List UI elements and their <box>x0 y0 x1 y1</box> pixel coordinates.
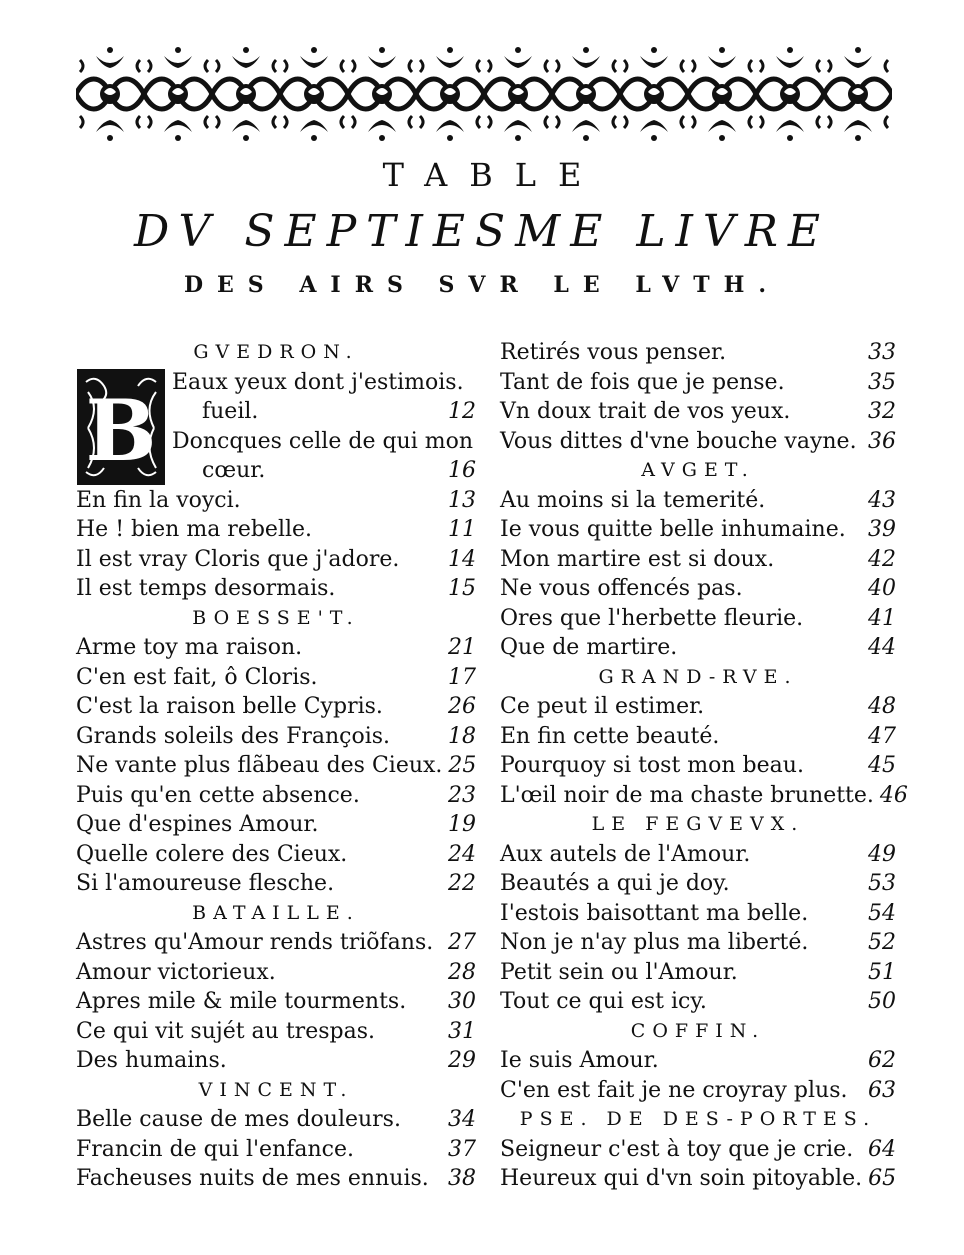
list-item <box>500 840 896 870</box>
page-number: 48 <box>868 694 896 719</box>
entry-title: En fin cette beauté. <box>500 723 720 749</box>
list-item <box>500 633 896 663</box>
page-number: 23 <box>448 782 476 808</box>
page-number: 49 <box>868 841 896 867</box>
page-number: 51 <box>868 959 896 985</box>
entry-title: Que d'espines Amour. <box>76 812 319 837</box>
entry-title: Doncques celle de qui mon <box>172 428 474 454</box>
entry-title: Aux autels de l'Amour. <box>500 841 751 867</box>
list-item <box>500 869 896 899</box>
entry-title: Tout ce qui est icy. <box>500 989 707 1014</box>
entry-title: Ne vante plus flãbeau des Cieux. <box>76 753 443 778</box>
page-number: 16 <box>448 458 476 483</box>
list-item <box>500 368 896 398</box>
page-number: 36 <box>868 428 896 454</box>
entry-title: Vous dittes d'vne bouche vayne. <box>500 428 857 454</box>
entry-title: Facheuses nuits de mes ennuis. <box>76 1166 429 1191</box>
entry-title: Ce qui vit sujét au trespas. <box>76 1018 375 1044</box>
entry-title: fueil. <box>202 399 259 424</box>
list-item <box>76 987 476 1017</box>
drop-cap-initial <box>76 368 166 486</box>
list-item <box>500 1135 896 1165</box>
list-item <box>76 545 476 575</box>
page-number: 11 <box>448 517 476 542</box>
entry-title: C'est la raison belle Cypris. <box>76 694 383 719</box>
entry-list-vincent-continued <box>500 338 896 456</box>
composer-heading-auget: AVGET. <box>641 459 755 481</box>
entry-title: Puis qu'en cette absence. <box>76 782 360 808</box>
entry-list-fegueux <box>500 840 896 1017</box>
left-column <box>76 338 476 1194</box>
page-number: 35 <box>868 369 896 395</box>
page-number: 52 <box>868 930 896 955</box>
page-number: 37 <box>448 1136 476 1162</box>
entry-title: Au moins si la temerité. <box>500 487 766 513</box>
page-number: 39 <box>868 517 896 542</box>
entry-title: Arme toy ma raison. <box>76 635 303 660</box>
entry-title: Ce peut il estimer. <box>500 694 705 719</box>
ornament-band-icon <box>76 46 892 142</box>
entry-title: Pourquoy si tost mon beau. <box>500 753 804 778</box>
svg-text:B: B <box>85 381 157 480</box>
page-number: 42 <box>868 546 896 572</box>
page-number: 21 <box>448 635 476 660</box>
entry-title: Vn doux trait de vos yeux. <box>500 399 791 424</box>
list-item <box>500 486 896 516</box>
entry-title: Beautés a qui je doy. <box>500 871 730 896</box>
list-item <box>500 899 896 929</box>
page-number: 19 <box>448 812 476 837</box>
list-item <box>76 633 476 663</box>
entry-title: Astres qu'Amour rends triõfans. <box>76 930 434 955</box>
page-number: 53 <box>868 871 896 896</box>
page-number: 13 <box>448 487 476 513</box>
list-item <box>500 958 896 988</box>
entry-list-vincent <box>76 1105 476 1194</box>
list-item <box>76 840 476 870</box>
list-item <box>76 515 476 545</box>
entry-title: Ie vous quitte belle inhumaine. <box>500 517 846 542</box>
list-item <box>76 722 476 752</box>
list-item <box>500 427 896 457</box>
list-item <box>76 692 476 722</box>
entry-title: En fin la voyci. <box>76 487 241 513</box>
list-item <box>76 928 476 958</box>
entry-title: Retirés vous penser. <box>500 340 727 365</box>
page-number: 64 <box>868 1136 896 1162</box>
list-item <box>76 869 476 899</box>
page-number: 15 <box>448 576 476 601</box>
list-item <box>76 663 476 693</box>
page-number: 14 <box>448 546 476 572</box>
entry-list-boesset <box>76 633 476 899</box>
entry-list-auget <box>500 486 896 663</box>
entry-title: C'en est fait je ne croyray plus. <box>500 1077 848 1103</box>
page-number: 24 <box>448 841 476 867</box>
page-number: 26 <box>448 694 476 719</box>
entry-list-desportes <box>500 1135 896 1194</box>
page-number: 41 <box>868 605 896 631</box>
page-number: 47 <box>868 723 896 749</box>
page-number: 44 <box>868 635 896 660</box>
page-number: 46 <box>879 782 908 808</box>
entry-title: Il est vray Cloris que j'adore. <box>76 546 400 572</box>
entry-title: I'estois baisottant ma belle. <box>500 900 809 926</box>
page-number: 63 <box>868 1077 896 1103</box>
page-number: 40 <box>868 576 896 601</box>
entry-title: Petit sein ou l'Amour. <box>500 959 738 985</box>
entry-title: cœur. <box>202 458 266 483</box>
page-number: 54 <box>868 900 896 926</box>
list-item <box>76 1017 476 1047</box>
page-number: 33 <box>868 340 896 365</box>
page-number: 62 <box>868 1048 896 1073</box>
page-number: 22 <box>448 871 476 896</box>
page-number: 32 <box>868 399 896 424</box>
table-title: TABLE <box>382 156 604 194</box>
entry-title: Ie suis Amour. <box>500 1048 659 1073</box>
list-item <box>76 781 476 811</box>
page-number: 30 <box>448 989 476 1014</box>
entry-title: L'œil noir de ma chaste brunette. <box>500 782 874 808</box>
entry-title: Amour victorieux. <box>76 959 276 985</box>
page-number: 28 <box>448 959 476 985</box>
entry-title: Il est temps desormais. <box>76 576 336 601</box>
list-item <box>500 574 896 604</box>
list-item <box>500 692 896 722</box>
list-item <box>76 751 476 781</box>
list-item <box>500 987 896 1017</box>
section-title: DES AIRS SVR LE LVTH. <box>183 272 781 298</box>
entry-title: Tant de fois que je pense. <box>500 369 785 395</box>
list-item <box>500 751 896 781</box>
entry-title: C'en est fait, ô Cloris. <box>76 664 318 690</box>
book-subtitle: DV SEPTIESME LIVRE <box>134 206 830 257</box>
list-item <box>500 545 896 575</box>
list-item <box>500 604 896 634</box>
entry-title: Des humains. <box>76 1048 227 1073</box>
composer-heading-boesset: BOESSE'T. <box>192 606 360 629</box>
list-item <box>76 1164 476 1194</box>
list-item <box>76 958 476 988</box>
list-item <box>76 1105 476 1135</box>
entry-title: Heureux qui d'vn soin pitoyable. <box>500 1166 863 1191</box>
entry-title: Francin de qui l'enfance. <box>76 1136 354 1162</box>
drop-cap-b-icon <box>76 368 166 486</box>
entry-title: Quelle colere des Cieux. <box>76 841 348 867</box>
entry-title: Grands soleils des François. <box>76 723 391 749</box>
entry-title: Apres mile & mile tourments. <box>76 989 407 1014</box>
list-item <box>76 1135 476 1165</box>
list-item <box>500 781 908 811</box>
entry-title: Ne vous offencés pas. <box>500 576 743 601</box>
composer-heading-vincent: VINCENT. <box>198 1078 354 1101</box>
list-item <box>76 1046 476 1076</box>
list-item <box>500 397 896 427</box>
page-number: 18 <box>448 723 476 749</box>
entry-title: Non je n'ay plus ma liberté. <box>500 930 809 955</box>
page-number: 31 <box>448 1018 476 1044</box>
page-number: 12 <box>448 399 476 424</box>
list-item <box>500 722 896 752</box>
entry-title: Que de martire. <box>500 635 678 660</box>
page-number: 50 <box>868 989 896 1014</box>
entry-title: Si l'amoureuse flesche. <box>76 871 335 896</box>
entry-title: Seigneur c'est à toy que je crie. <box>500 1136 854 1162</box>
composer-heading-fegueux: LE FEGVEVX. <box>591 813 805 835</box>
list-item <box>76 486 476 516</box>
list-item <box>76 574 476 604</box>
entry-title: Eaux yeux dont j'estimois. <box>172 369 464 395</box>
page-number: 34 <box>448 1107 476 1132</box>
composer-heading-desportes: PSE. DE DES-PORTES. <box>519 1108 877 1130</box>
entry-title: He ! bien ma rebelle. <box>76 517 313 542</box>
list-item <box>500 1046 896 1076</box>
decorative-header-band <box>76 46 892 142</box>
entry-list-grandrue <box>500 692 908 810</box>
entry-title: Ores que l'herbette fleurie. <box>500 605 804 631</box>
entry-title: Mon martire est si doux. <box>500 546 775 572</box>
list-item <box>500 515 896 545</box>
composer-heading-grandrue: GRAND-RVE. <box>598 665 798 688</box>
composer-heading-coffin: COFFIN. <box>630 1019 766 1042</box>
list-item <box>500 1076 896 1106</box>
page-number: 27 <box>448 930 476 955</box>
list-item <box>500 338 896 368</box>
composer-heading-bataille: BATAILLE. <box>192 901 360 924</box>
entry-list-coffin <box>500 1046 896 1105</box>
page-number: 38 <box>448 1166 476 1191</box>
composer-heading-guedron: GVEDRON. <box>193 341 359 363</box>
list-item <box>76 810 476 840</box>
entry-list-guedron <box>76 486 476 604</box>
page-number: 65 <box>868 1166 897 1191</box>
page-number: 25 <box>448 753 477 778</box>
page-number: 43 <box>868 487 896 513</box>
page-number: 17 <box>448 664 476 690</box>
list-item <box>500 928 896 958</box>
list-item <box>500 1164 896 1194</box>
entry-list-bataille <box>76 928 476 1076</box>
entry-title: Belle cause de mes douleurs. <box>76 1107 401 1132</box>
right-column <box>500 338 908 1194</box>
page-number: 29 <box>448 1048 476 1073</box>
page-number: 45 <box>868 753 896 778</box>
